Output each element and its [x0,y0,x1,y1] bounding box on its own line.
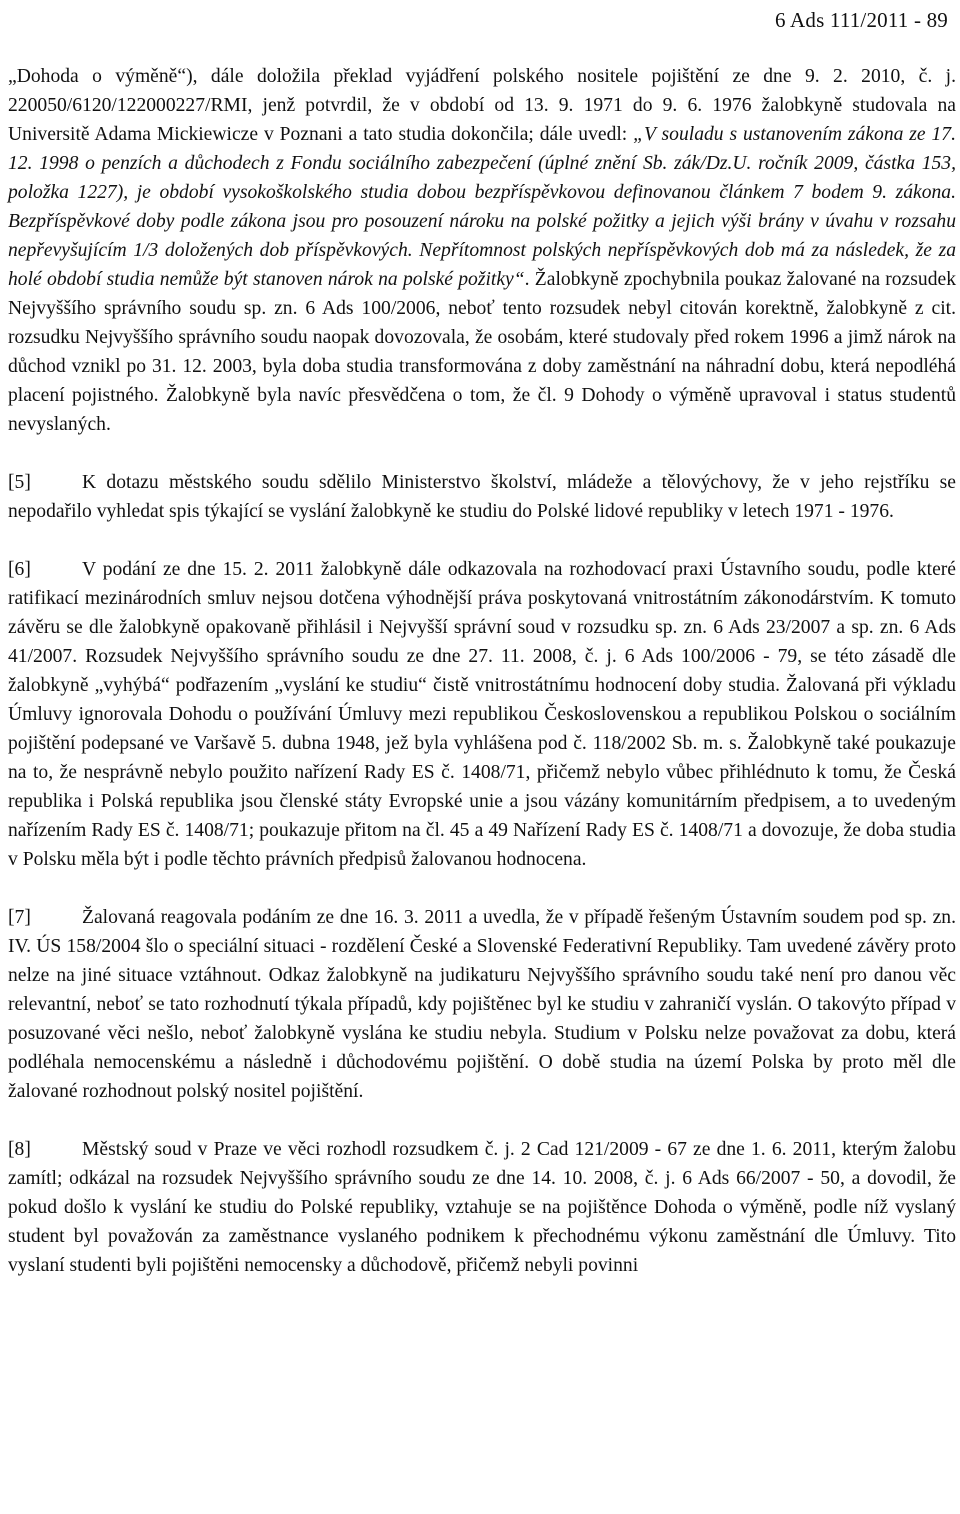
paragraph-number: [8] [8,1139,31,1160]
paragraph-text: V podání ze dne 15. 2. 2011 žalobkyně dále odkazovala na rozhodovací praxi Ústavního soudu, podle které ratifikací mezinárodních smluv nejsou dotčena výhodnější práva poskytovaná vnitrostátním zákonodárstvím. K tomuto závěru se dle žalobkyně opakovaně přihlásil i Nejvyšší správní soud v rozsudku sp. zn. 6 Ads 23/2007 a sp. zn. 6 Ads 41/2007. Rozsudek Nejvyššího správního soudu ze dne 27. 11. 2008, č. j. 6 Ads 100/2006 - 79, se této zásadě dle žalobkyně „vyhýbá“ podřazením „vyslání ke studiu“ čistě vnitrostátnímu hodnocení doby studia. Žalovaná při výkladu Úmluvy ignorovala Dohodu o používání Úmluvy mezi republikou Československou a republikou Polskou o sociálním pojištění podepsané ve Varšavě 5. dubna 1948, jež byla vyhlášena pod č. 118/2002 Sb. m. s. Žalobkyně také poukazuje na to, že nesprávně nebylo použito nařízení Rady ES č. 1408/71, přičemž nebylo vůbec přihlédnuto k tomu, že Česká republika i Polská republika jsou členské státy Evropské unie a jsou vázány komunitárním předpisem, a to uvedeným nařízením Rady ES č. 1408/71; poukazuje přitom na čl. 45 a 49 Nařízení Rady ES č. 1408/71 a dovozuje, že doba studia v Polsku měla být i podle těchto právních předpisů žalovanou hodnocena. [8,559,956,870]
case-number-header: 6 Ads 111/2011 - 89 [775,8,948,32]
paragraph-text: „Dohoda o výměně“), dále doložila překlad vyjádření polského nositele pojištění ze dne 9. 2. 2010, č. j. 220050/6120/122000227/RMI, jenž potvrdil, že v období od 13. 9. 1971 do 9. 6. 1976 žalobkyně studovala na Universitě Adama Mickiewicze v Poznani a tato studia dokončila; dále uvedl: [8,66,956,145]
paragraph-text: K dotazu městského soudu sdělilo Ministerstvo školství, mládeže a tělovýchovy, že v jeho rejstříku se nepodařilo vyhledat spis týkající se vyslání žalobkyně ke studiu do Polské lidové republiky v letech 1971 - 1976. [8,472,956,522]
paragraph-continuation [8,62,956,439]
paragraph-number: [6] [8,559,31,580]
paragraph-text-cont: . Žalobkyně zpochybnila poukaz žalované na rozsudek Nejvyššího správního soudu sp. zn. 6 Ads 100/2006, neboť tento rozsudek nebyl citován korektně, žalobkyně z cit. rozsudku Nejvyššího správního soudu naopak dovozovala, že osobám, které studovaly před rokem 1996 a jimž nárok na důchod vznikl po 31. 12. 2003, byla doba studia transformována z doby zaměstnání na náhradní dobu, která nepodléhá placení pojistného. Žalobkyně byla navíc přesvědčena o tom, že čl. 9 Dohody o výměně upravoval i status studentů nevyslaných. [8,269,956,435]
document-body [8,62,956,1309]
paragraph-5 [8,468,956,526]
paragraph-6 [8,555,956,874]
paragraph-7 [8,903,956,1106]
paragraph-text: Městský soud v Praze ve věci rozhodl rozsudkem č. j. 2 Cad 121/2009 - 67 ze dne 1. 6. 2011, kterým žalobu zamítl; odkázal na rozsudek Nejvyššího správního soudu ze dne 14. 10. 2008, č. j. 6 Ads 66/2007 - 50, a dovodil, že pokud došlo k vyslání ke studiu do Polské republiky, vztahuje se na pojištěnce Dohoda o výměně, podle níž vyslaný student byl považován za zaměstnance vyslaného podnikem k přechodnému výkonu zaměstnání dle Úmluvy. Tito vyslaní studenti byli pojištěni nemocensky a důchodově, přičemž nebyli povinni [8,1139,956,1276]
paragraph-8 [8,1135,956,1280]
paragraph-number: [7] [8,907,31,928]
paragraph-text: Žalovaná reagovala podáním ze dne 16. 3. 2011 a uvedla, že v případě řešeným Ústavním soudem pod sp. zn. IV. ÚS 158/2004 šlo o speciální situaci - rozdělení České a Slovenské Federativní Republiky. Tam uvedené závěry proto nelze na jiné situace vztáhnout. Odkaz žalobkyně na judikaturu Nejvyššího správního soudu také není pro danou věc relevantní, neboť se tato rozhodnutí týkala případů, kdy pojištěnec byl ke studiu v zahraničí vyslán. O takovýto případ v posuzované věci nešlo, neboť žalobkyně vyslána ke studiu nebyla. Studium v Polsku nelze považovat za dobu, která podléhala nemocenskému a následně i důchodovému pojištění. O době studia na území Polska by proto měl dle žalované rozhodnout polský nositel pojištění. [8,907,956,1102]
polish-statement-quote: „V souladu s ustanovením zákona ze 17. 12. 1998 o penzích a důchodech z Fondu sociálního zabezpečení (úplné znění Sb. zák/Dz.U. ročník 2009, částka 153, položka 1227), je období vysokoškolského studia dobou bezpříspěvkovou definovanou článkem 7 bodem 9. zákona. Bezpříspěvkové doby podle zákona jsou pro posouzení nároku na polské požitky a jejich výši brány v úvahu v rozsahu nepřevyšujícím 1/3 doložených dob příspěvkových. Nepřítomnost polských nepříspěvkových dob má za následek, že za holé období studia nemůže být stanoven nárok na polské požitky“ [8,124,956,290]
paragraph-number: [5] [8,472,31,493]
